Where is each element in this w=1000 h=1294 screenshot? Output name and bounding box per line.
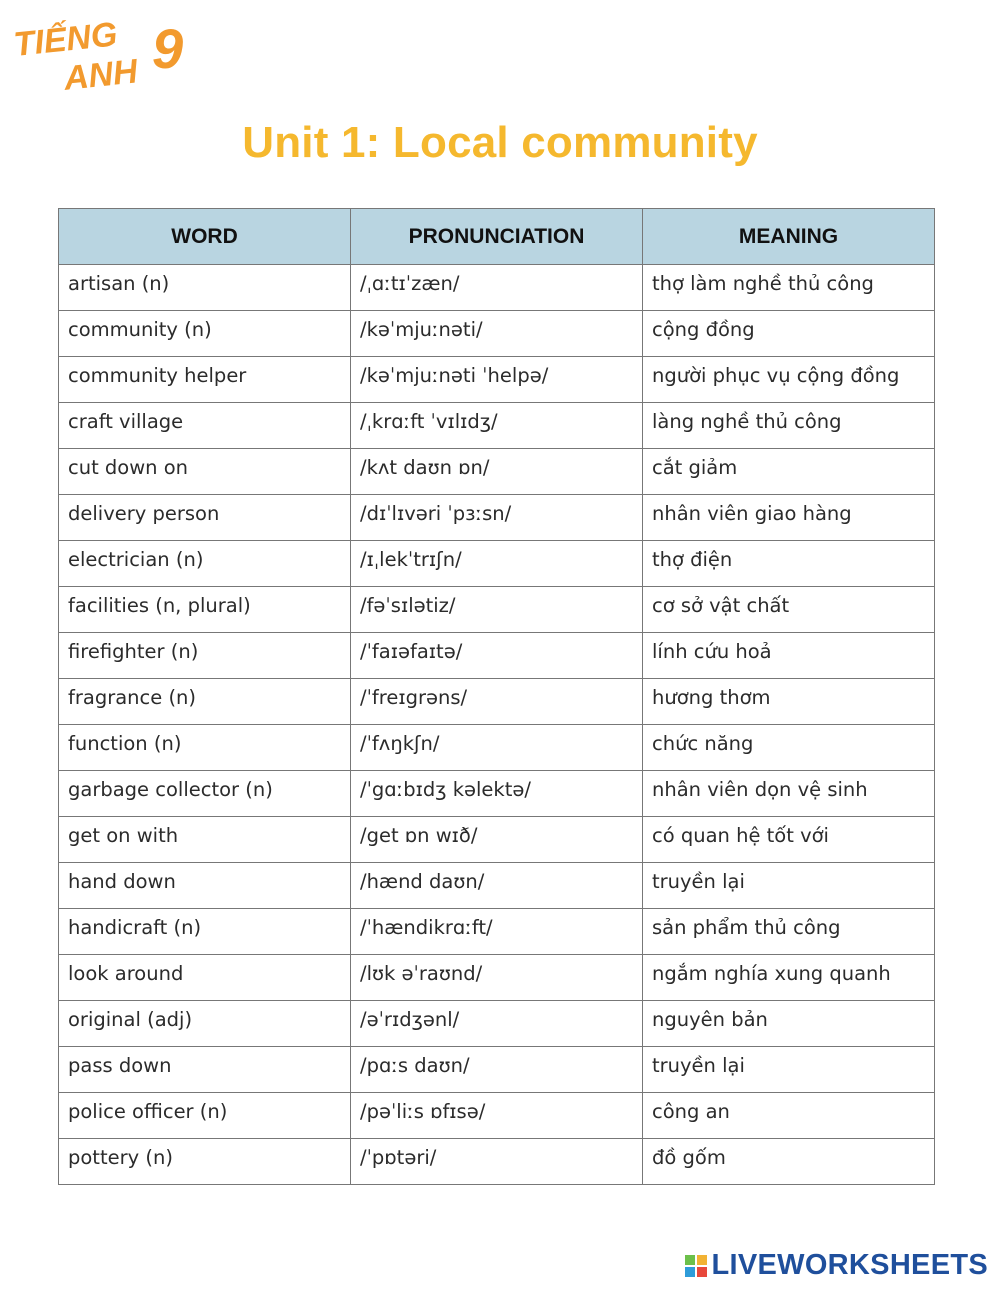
table-row xyxy=(59,909,935,955)
meaning-cell: thợ làm nghề thủ công xyxy=(643,265,935,311)
table-row xyxy=(59,1139,935,1185)
pronunciation-cell: /get ɒn wɪð/ xyxy=(351,817,643,863)
pronunciation-cell: /ˌkrɑːft ˈvɪlɪdʒ/ xyxy=(351,403,643,449)
header-pronunciation: PRONUNCIATION xyxy=(351,209,643,265)
meaning-cell: lính cứu hoả xyxy=(643,633,935,679)
table-row xyxy=(59,495,935,541)
word-cell: craft village xyxy=(59,403,351,449)
header-word: WORD xyxy=(59,209,351,265)
meaning-cell: có quan hệ tốt với xyxy=(643,817,935,863)
word-cell: community (n) xyxy=(59,311,351,357)
pronunciation-cell: /kəˈmjuːnəti/ xyxy=(351,311,643,357)
word-cell: original (adj) xyxy=(59,1001,351,1047)
pronunciation-cell: /dɪˈlɪvəri ˈpɜːsn/ xyxy=(351,495,643,541)
pronunciation-cell: /ˌɑːtɪˈzæn/ xyxy=(351,265,643,311)
word-cell: cut down on xyxy=(59,449,351,495)
word-cell: electrician (n) xyxy=(59,541,351,587)
pronunciation-cell: /lʊk əˈraʊnd/ xyxy=(351,955,643,1001)
pronunciation-cell: /kəˈmjuːnəti ˈhelpə/ xyxy=(351,357,643,403)
tieng-anh-9-logo xyxy=(12,14,202,98)
pronunciation-cell: /ˈpɒtəri/ xyxy=(351,1139,643,1185)
table-row xyxy=(59,541,935,587)
table-row xyxy=(59,449,935,495)
table-row xyxy=(59,311,935,357)
word-cell: artisan (n) xyxy=(59,265,351,311)
meaning-cell: làng nghề thủ công xyxy=(643,403,935,449)
word-cell: hand down xyxy=(59,863,351,909)
table-row xyxy=(59,403,935,449)
table-row xyxy=(59,1047,935,1093)
table-row xyxy=(59,817,935,863)
meaning-cell: công an xyxy=(643,1093,935,1139)
meaning-cell: chức năng xyxy=(643,725,935,771)
table-row xyxy=(59,265,935,311)
table-row xyxy=(59,587,935,633)
pronunciation-cell: /ɪˌlekˈtrɪʃn/ xyxy=(351,541,643,587)
word-cell: fragrance (n) xyxy=(59,679,351,725)
meaning-cell: đồ gốm xyxy=(643,1139,935,1185)
word-cell: delivery person xyxy=(59,495,351,541)
table-body xyxy=(59,265,935,1185)
word-cell: pass down xyxy=(59,1047,351,1093)
meaning-cell: sản phẩm thủ công xyxy=(643,909,935,955)
logo-number: 9 xyxy=(152,17,184,80)
table-row xyxy=(59,725,935,771)
pronunciation-cell: /ˈfʌŋkʃn/ xyxy=(351,725,643,771)
pronunciation-cell: /əˈrɪdʒənl/ xyxy=(351,1001,643,1047)
meaning-cell: cơ sở vật chất xyxy=(643,587,935,633)
meaning-cell: truyền lại xyxy=(643,1047,935,1093)
meaning-cell: thợ điện xyxy=(643,541,935,587)
word-cell: pottery (n) xyxy=(59,1139,351,1185)
pronunciation-cell: /ˈfaɪəfaɪtə/ xyxy=(351,633,643,679)
word-cell: handicraft (n) xyxy=(59,909,351,955)
word-cell: get on with xyxy=(59,817,351,863)
logo-line1: TIẾNG xyxy=(12,15,120,64)
word-cell: look around xyxy=(59,955,351,1001)
liveworksheets-brand xyxy=(684,1249,989,1282)
word-cell: function (n) xyxy=(59,725,351,771)
pronunciation-cell: /pəˈliːs ɒfɪsə/ xyxy=(351,1093,643,1139)
pronunciation-cell: /ˈgɑːbɪdʒ kəlektə/ xyxy=(351,771,643,817)
word-cell: firefighter (n) xyxy=(59,633,351,679)
meaning-cell: hương thơm xyxy=(643,679,935,725)
liveworksheets-logo-icon xyxy=(684,1254,708,1278)
meaning-cell: người phục vụ cộng đồng xyxy=(643,357,935,403)
header-meaning: MEANING xyxy=(643,209,935,265)
brand-text: LIVEWORKSHEETS xyxy=(711,1249,988,1281)
table-row xyxy=(59,357,935,403)
table-row xyxy=(59,955,935,1001)
word-cell: community helper xyxy=(59,357,351,403)
table-row xyxy=(59,863,935,909)
pronunciation-cell: /ˈfreɪgrəns/ xyxy=(351,679,643,725)
word-cell: facilities (n, plural) xyxy=(59,587,351,633)
page-title: Unit 1: Local community xyxy=(242,118,758,167)
table-row xyxy=(59,1001,935,1047)
word-cell: police officer (n) xyxy=(59,1093,351,1139)
logo-line2: ANH xyxy=(62,52,140,98)
word-cell: garbage collector (n) xyxy=(59,771,351,817)
table-row xyxy=(59,1093,935,1139)
meaning-cell: cộng đồng xyxy=(643,311,935,357)
meaning-cell: ngắm nghía xung quanh xyxy=(643,955,935,1001)
pronunciation-cell: /ˈhændikrɑːft/ xyxy=(351,909,643,955)
pronunciation-cell: /hænd daʊn/ xyxy=(351,863,643,909)
meaning-cell: nhân viên dọn vệ sinh xyxy=(643,771,935,817)
meaning-cell: nhân viên giao hàng xyxy=(643,495,935,541)
table-header-row xyxy=(59,209,935,265)
pronunciation-cell: /fəˈsɪlətiz/ xyxy=(351,587,643,633)
meaning-cell: truyền lại xyxy=(643,863,935,909)
table-row xyxy=(59,633,935,679)
meaning-cell: cắt giảm xyxy=(643,449,935,495)
table-row xyxy=(59,679,935,725)
pronunciation-cell: /pɑːs daʊn/ xyxy=(351,1047,643,1093)
table-row xyxy=(59,771,935,817)
pronunciation-cell: /kʌt daʊn ɒn/ xyxy=(351,449,643,495)
meaning-cell: nguyên bản xyxy=(643,1001,935,1047)
vocabulary-table xyxy=(58,208,935,1185)
